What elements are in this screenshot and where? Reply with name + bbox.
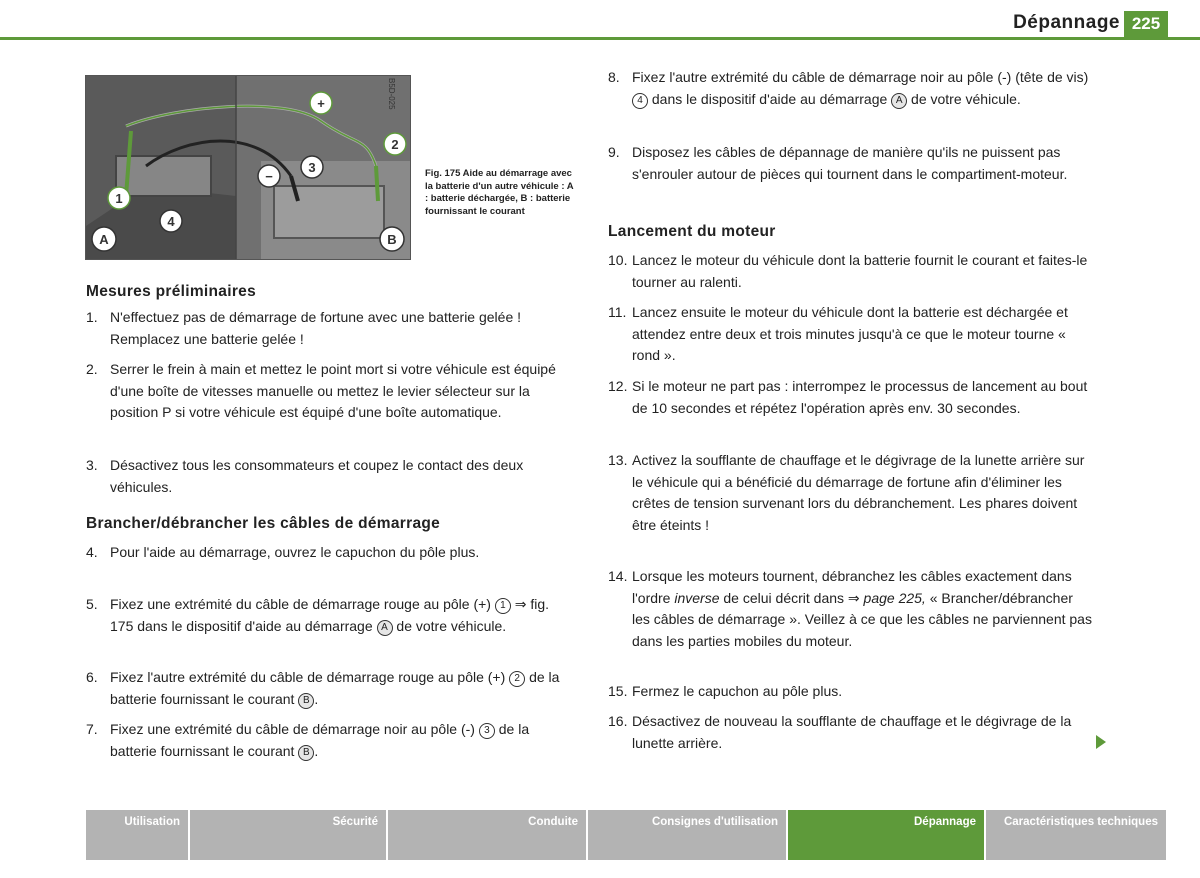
item-number: 5.	[86, 596, 98, 612]
item-text: Fermez le capuchon au pôle plus.	[632, 683, 843, 699]
tab-depannage[interactable]: Dépannage	[788, 810, 984, 860]
list-item	[608, 250, 1094, 293]
list-item	[608, 450, 1094, 536]
item-text: de votre véhicule.	[396, 617, 507, 634]
item-number: 13.	[608, 452, 628, 468]
heading-preliminary: Mesures préliminaires	[86, 283, 256, 300]
list-item	[86, 719, 572, 762]
list-item	[608, 142, 1094, 185]
item-text: .	[314, 742, 319, 759]
callout-ref: 3	[479, 723, 495, 739]
item-text: Désactivez tous les consommateurs et coupez le contact des deux véhicules.	[110, 457, 524, 495]
callout-ref: 4	[632, 93, 648, 109]
header-rule	[0, 37, 1200, 40]
item-text: dans le dispositif d'aide au démarrage	[651, 90, 888, 107]
list-item	[608, 302, 1094, 367]
item-number: 6.	[86, 669, 98, 685]
heading-connect-cables: Brancher/débrancher les câbles de démarrage	[86, 515, 441, 532]
item-number: 2.	[86, 361, 98, 377]
item-text: N'effectuez pas de démarrage de fortune avec une batterie gelée ! Remplacez une batterie gelée !	[110, 309, 522, 347]
item-number: 4.	[86, 544, 98, 560]
item-text: Désactivez de nouveau la soufflante de chauffage et le dégivrage de la lunette arrière.	[632, 713, 1072, 751]
callout-ref: 2	[509, 671, 525, 687]
item-number: 16.	[608, 713, 628, 729]
item-text: Disposez les câbles de dépannage de manière qu'ils ne puissent pas s'enrouler autour de pièces qui tournent dans le compartiment-moteur.	[632, 144, 1068, 182]
figure-caption: Fig. 175 Aide au démarrage avec la batterie d'un autre véhicule : A : batterie déchargée, B : batterie fournissant le courant	[425, 168, 574, 217]
tab-utilisation[interactable]: Utilisation	[86, 810, 188, 860]
callout-3: 3	[308, 160, 316, 175]
callout-2: 2	[391, 137, 399, 152]
continue-arrow-icon	[1096, 735, 1106, 749]
item-text: « Brancher/débrancher les câbles de démarrage ». Veillez à ce que les câbles ne parviennent pas dans les parties mobiles du moteur.	[632, 589, 1092, 649]
list-item	[86, 542, 566, 564]
item-text: Si le moteur ne part pas : interrompez le processus de lancement au bout de 10 secondes et répétez l'opération après env. 30 secondes.	[632, 378, 1088, 416]
item-text: Fixez l'autre extrémité du câble de démarrage noir au pôle (-) (tête de vis)	[632, 69, 1089, 85]
section-title: Dépannage	[1013, 12, 1120, 33]
item-text: de la batterie fournissant le courant	[110, 669, 560, 707]
item-number: 10.	[608, 252, 628, 268]
chapter-nav	[0, 810, 1200, 860]
callout-1: 1	[115, 191, 123, 206]
label-plus: +	[317, 96, 325, 111]
item-text: Pour l'aide au démarrage, ouvrez le capuchon du pôle plus.	[110, 544, 480, 560]
list-item	[608, 566, 1094, 652]
list-item	[608, 681, 1094, 703]
callout-ref: A	[891, 93, 907, 109]
item-number: 9.	[608, 144, 620, 160]
item-text: Fixez une extrémité du câble de démarrage noir au pôle (-)	[110, 721, 475, 737]
tab-caracteristiques[interactable]: Caractéristiques techniques	[986, 810, 1166, 860]
item-number: 15.	[608, 683, 628, 699]
item-number: 7.	[86, 721, 98, 737]
label-minus: −	[265, 169, 273, 184]
figure-link[interactable]: ⇒ fig. 175 dans le dispositif d'aide au démarrage	[110, 596, 550, 634]
list-item	[86, 359, 572, 424]
heading-engine-start: Lancement du moteur	[608, 223, 776, 240]
item-number: 3.	[86, 457, 98, 473]
page-number: 225	[1124, 11, 1168, 37]
callout-ref: 1	[495, 598, 511, 614]
jump-start-figure	[85, 75, 411, 260]
item-number: 8.	[608, 69, 620, 85]
item-number: 12.	[608, 378, 628, 394]
list-item	[608, 67, 1094, 110]
emphasis-text: inverse	[674, 589, 720, 606]
page-link[interactable]: ⇒ page 225,	[847, 589, 926, 606]
item-text: de la batterie fournissant le courant	[110, 721, 530, 759]
item-number: 11.	[608, 304, 627, 320]
item-text: Fixez l'autre extrémité du câble de démarrage rouge au pôle (+)	[110, 669, 506, 685]
item-text: de votre véhicule.	[911, 90, 1021, 107]
list-item	[86, 455, 572, 498]
callout-4: 4	[167, 214, 175, 229]
list-item	[86, 667, 572, 710]
item-text: Lorsque les moteurs tournent, débranchez les câbles exactement dans l'ordre	[632, 568, 1072, 606]
list-item	[86, 594, 572, 637]
item-number: 1.	[86, 309, 98, 325]
list-item	[608, 711, 1094, 754]
item-text: Fixez une extrémité du câble de démarrage rouge au pôle (+)	[110, 596, 491, 612]
figure-illustration	[86, 76, 411, 260]
item-text: Activez la soufflante de chauffage et le dégivrage de la lunette arrière sur le véhicule qui a bénéficié du démarrage de fortune afin d'éliminer les crêtes de tension survenant lors du débranchement. Les phares doivent être éteints !	[632, 452, 1085, 533]
item-text: de celui décrit dans	[723, 589, 845, 606]
list-item	[608, 376, 1094, 419]
list-item	[86, 307, 566, 350]
item-text: Serrer le frein à main et mettez le point mort si votre véhicule est équipé d'une boîte de vitesses manuelle ou mettez le levier sélecteur sur la position P si votre véhicule est équipé d'une boîte automatique.	[110, 361, 556, 420]
item-number: 14.	[608, 568, 628, 584]
item-text: Lancez ensuite le moteur du véhicule dont la batterie est déchargée et attendez entre deux et trois minutes jusqu'à ce que le moteur tourne « rond ».	[632, 304, 1068, 363]
callout-b: B	[387, 232, 397, 247]
figure-code: B5D-025	[387, 78, 396, 110]
callout-ref: B	[298, 693, 314, 709]
callout-ref: B	[298, 745, 314, 761]
tab-consignes[interactable]: Consignes d'utilisation	[588, 810, 786, 860]
callout-a: A	[99, 232, 109, 247]
tab-securite[interactable]: Sécurité	[190, 810, 386, 860]
tab-conduite[interactable]: Conduite	[388, 810, 586, 860]
item-text: Lancez le moteur du véhicule dont la batterie fournit le courant et faites-le tourner au ralenti.	[632, 252, 1088, 290]
callout-ref: A	[377, 620, 393, 636]
item-text: .	[314, 690, 319, 707]
